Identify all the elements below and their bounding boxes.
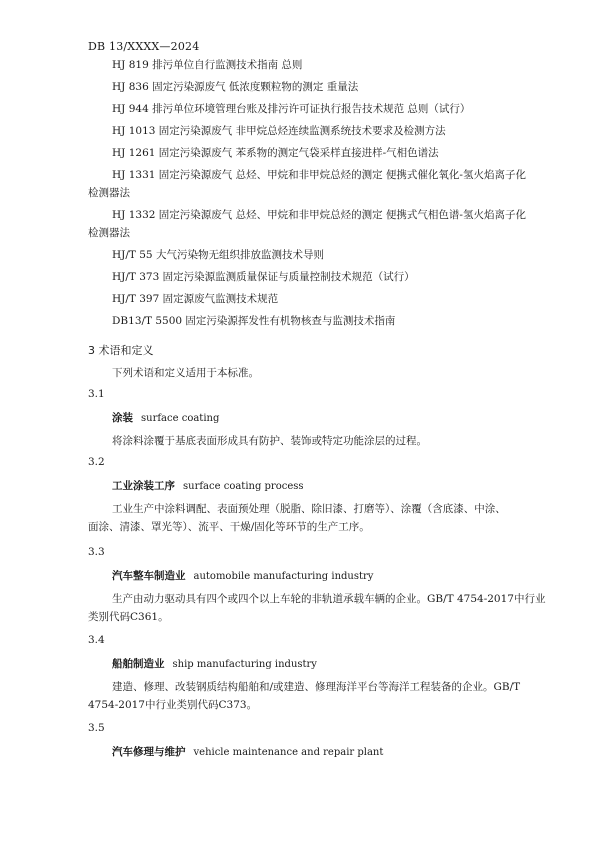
reference-item: HJ/T 55 大气污染物无组织排放监测技术导则 — [112, 249, 324, 261]
term-definition-continuation: 类别代码C361。 — [88, 611, 169, 623]
reference-item-continuation: 检测器法 — [88, 227, 130, 239]
term-english: surface coating process — [183, 481, 304, 492]
term-heading — [112, 410, 219, 425]
term-definition: 将涂料涂覆于基底表面形成具有防护、装饰或特定功能涂层的过程。 — [112, 435, 427, 447]
term-definition-continuation: 面涂、清漆、罩光等）、流平、干燥/固化等环节的生产工序。 — [88, 521, 370, 533]
reference-item: HJ/T 373 固定污染源监测质量保证与质量控制技术规范（试行） — [112, 271, 415, 283]
term-definition: 生产由动力驱动具有四个或四个以上车轮的非轨道承载车辆的企业。GB/T 4754-2017中行业 — [112, 593, 546, 605]
term-english: automobile manufacturing industry — [193, 571, 374, 582]
term-chinese: 船舶制造业 — [112, 658, 165, 670]
term-definition: 建造、修理、改装钢质结构船舶和/或建造、修理海洋平台等海洋工程装备的企业。GB/T — [112, 681, 521, 693]
term-english: surface coating — [141, 413, 220, 424]
term-english: vehicle maintenance and repair plant — [193, 747, 384, 758]
reference-item: HJ 819 排污单位自行监测技术指南 总则 — [112, 59, 303, 71]
term-number: 3.5 — [88, 722, 105, 734]
reference-item: HJ 1332 固定污染源废气 总烃、甲烷和非甲烷总烃的测定 便携式气相色谱-氢火焰离子化 — [112, 209, 526, 221]
term-number: 3.3 — [88, 546, 105, 558]
term-chinese: 汽车修理与维护 — [112, 746, 186, 758]
reference-item: HJ/T 397 固定源废气监测技术规范 — [112, 293, 279, 305]
term-number: 3.2 — [88, 456, 105, 468]
reference-item: HJ 1331 固定污染源废气 总烃、甲烷和非甲烷总烃的测定 便携式催化氧化-氢火焰离子化 — [112, 169, 526, 181]
reference-item-continuation: 检测器法 — [88, 187, 130, 199]
section-heading: 3 术语和定义 — [88, 344, 154, 357]
reference-item: HJ 1013 固定污染源废气 非甲烷总烃连续监测系统技术要求及检测方法 — [112, 125, 446, 137]
reference-item: HJ 836 固定污染源废气 低浓度颗粒物的测定 重量法 — [112, 81, 359, 93]
term-number: 3.4 — [88, 634, 105, 646]
term-definition: 工业生产中涂料调配、表面预处理（脱脂、除旧漆、打磨等）、涂覆（含底漆、中涂、 — [112, 503, 506, 515]
reference-item: HJ 944 排污单位环境管理台账及排污许可证执行报告技术规范 总则（试行） — [112, 103, 471, 115]
term-chinese: 涂装 — [112, 412, 133, 424]
document-header: DB 13/XXXX—2024 — [88, 40, 200, 53]
term-english: ship manufacturing industry — [172, 659, 317, 670]
term-chinese: 工业涂装工序 — [112, 480, 175, 492]
term-heading — [112, 478, 304, 493]
term-chinese: 汽车整车制造业 — [112, 570, 186, 582]
term-number: 3.1 — [88, 388, 105, 400]
term-heading — [112, 568, 373, 583]
section-intro: 下列术语和定义适用于本标准。 — [112, 367, 259, 379]
reference-item: HJ 1261 固定污染源废气 苯系物的测定气袋采样直接进样-气相色谱法 — [112, 147, 439, 159]
term-heading — [112, 656, 317, 671]
reference-item: DB13/T 5500 固定污染源挥发性有机物核查与监测技术指南 — [112, 315, 396, 327]
term-heading — [112, 744, 383, 759]
term-definition-continuation: 4754-2017中行业类别代码C373。 — [88, 699, 258, 711]
